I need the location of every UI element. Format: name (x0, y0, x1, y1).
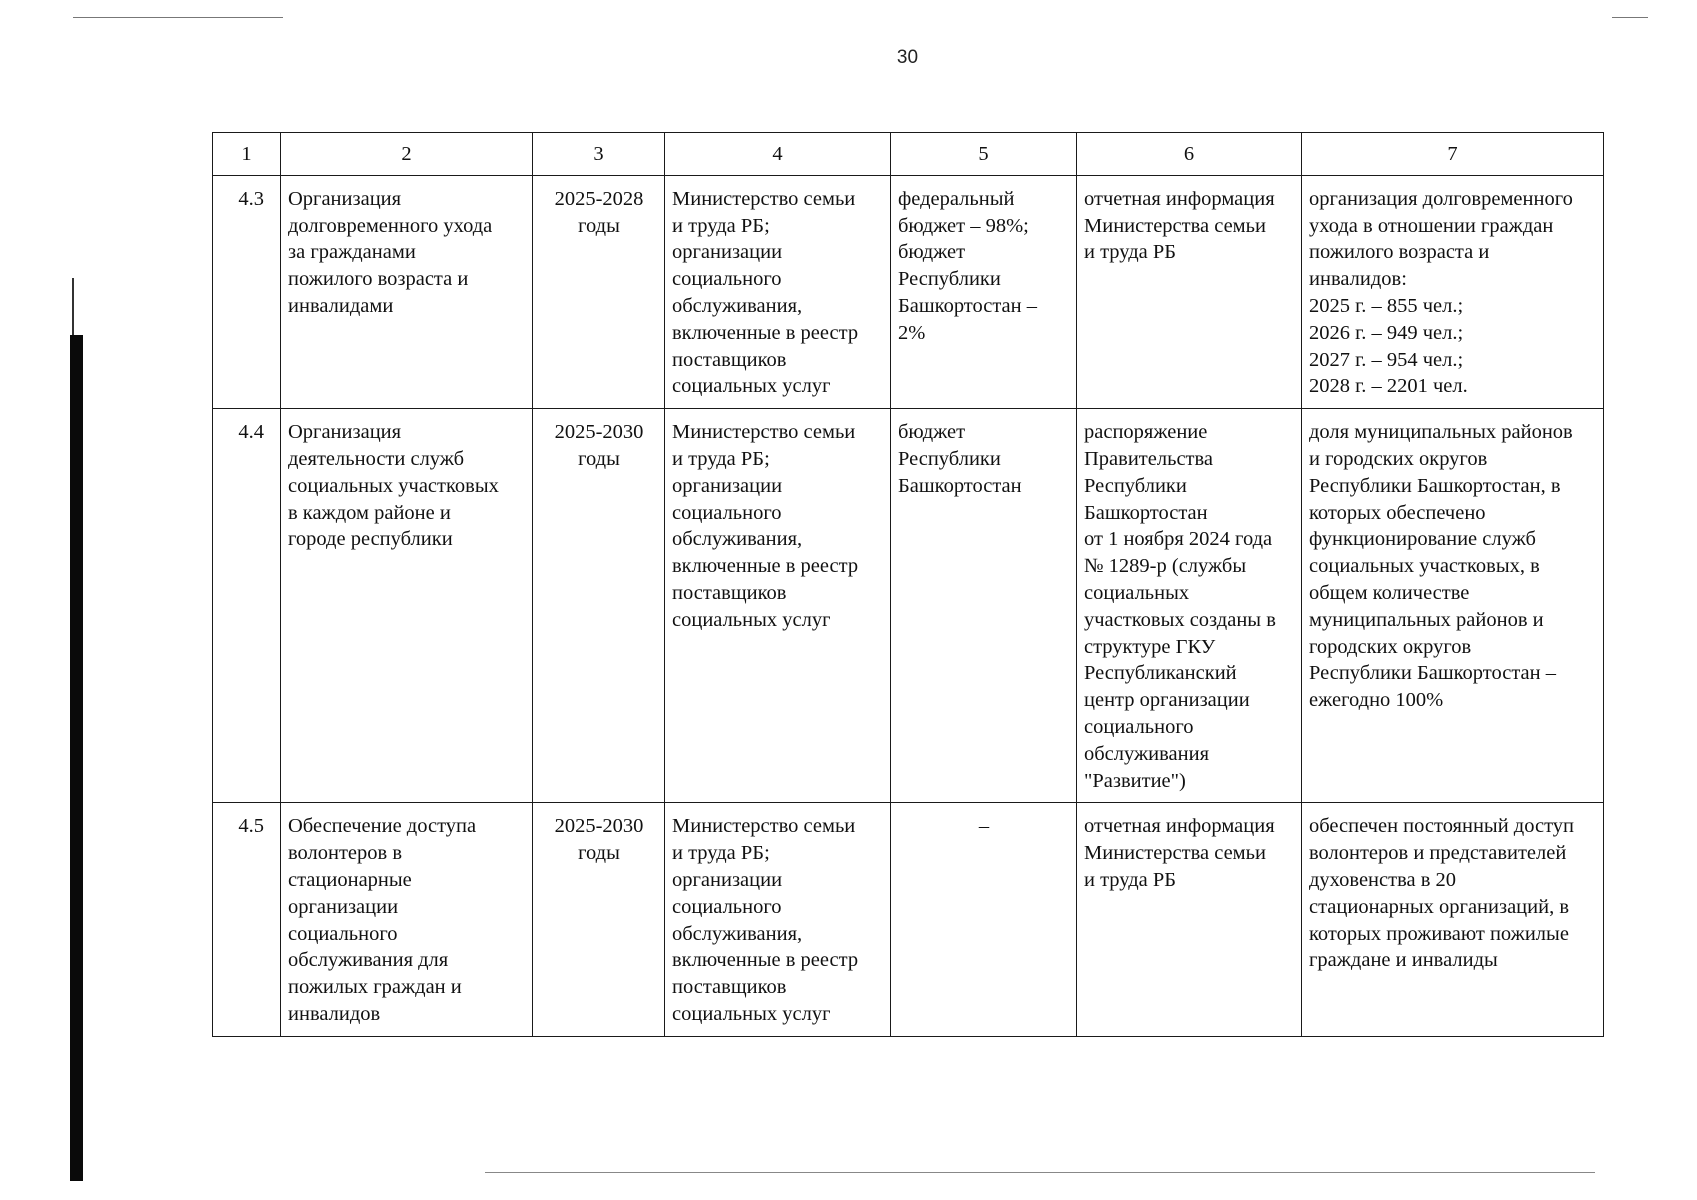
cell-executors (665, 803, 891, 1036)
cell-text-line: социальных услуг (672, 375, 831, 398)
cell-text-line: социальных участковых (288, 474, 499, 497)
cell-text-line: долговременного ухода (288, 214, 493, 237)
cell-text-line: включенные в реестр (672, 949, 859, 972)
cell-text-line: социального (672, 895, 782, 918)
table-row (213, 409, 1604, 803)
cell-text-line: Республики (1084, 474, 1187, 497)
cell-text-line: деятельности служб (288, 447, 465, 470)
cell-text-line: пожилого возраста и (288, 268, 469, 291)
cell-text-line: № 1289-р (службы (1084, 555, 1247, 578)
cell-text-line: поставщиков (672, 976, 787, 999)
cell-text-line: Башкортостан – (898, 294, 1038, 317)
cell-event (281, 409, 533, 803)
cell-text-line: в каждом районе и (288, 501, 451, 524)
cell-text-line: Башкортостан (1084, 501, 1208, 524)
cell-text-line: обслуживания, (672, 528, 803, 551)
table-row (213, 803, 1604, 1036)
cell-text-line: социального (1084, 715, 1194, 738)
cell-text-line: ухода в отношении граждан (1309, 214, 1554, 237)
cell-text-line: 2025-2030 (554, 815, 644, 838)
cell-executors (665, 409, 891, 803)
cell-text-line: поставщиков (672, 581, 787, 604)
cell-text-line: годы (578, 447, 620, 470)
cell-text-line: организации (672, 474, 783, 497)
cell-text-line: федеральный (898, 187, 1015, 210)
page-number: 30 (896, 47, 919, 68)
cell-text-line: инвалидами (288, 294, 394, 317)
cell-text-line: и труда РБ; (672, 214, 770, 237)
cell-text-line: 2% (898, 321, 926, 344)
cell-text-line: 2025-2030 (554, 421, 644, 444)
cell-text-line: и труда РБ (1084, 241, 1177, 264)
program-table-container (212, 132, 1604, 1037)
cell-text-line: участковых созданы в (1084, 608, 1276, 631)
cell-text-line: "Развитие") (1084, 769, 1186, 792)
cell-funding-source (891, 803, 1077, 1036)
cell-text-line: Республики (898, 268, 1001, 291)
cell-text-line: бюджет – 98%; (898, 214, 1029, 237)
cell-text-line: и городских округов (1309, 447, 1488, 470)
cell-text-line: 2028 г. – 2201 чел. (1309, 375, 1468, 398)
cell-text-line: Республики Башкортостан, в (1309, 474, 1561, 497)
cell-text-line: Башкортостан (898, 474, 1022, 497)
cell-event (281, 803, 533, 1036)
cell-text-line: граждане и инвалиды (1309, 949, 1498, 972)
cell-text-line: – (978, 815, 990, 838)
scan-edge-line (1612, 17, 1648, 18)
cell-text-line: обеспечен постоянный доступ (1309, 815, 1574, 838)
cell-text-line: Республиканский (1084, 662, 1237, 685)
cell-text-line: обслуживания, (672, 922, 803, 945)
cell-report-form (1077, 409, 1302, 803)
cell-text-line: центр организации (1084, 689, 1250, 712)
cell-text-line: муниципальных районов и (1309, 608, 1544, 631)
cell-text-line: Министерство семьи (672, 815, 856, 838)
cell-text-line: годы (578, 214, 620, 237)
header-row (213, 133, 1604, 176)
cell-text-line: 2025 г. – 855 чел.; (1309, 294, 1464, 317)
cell-term (533, 175, 665, 408)
cell-executors (665, 175, 891, 408)
cell-text-line: отчетная информация (1084, 187, 1275, 210)
scan-edge-line (73, 17, 283, 18)
cell-text-line: обслуживания для (288, 949, 449, 972)
cell-text-line: инвалидов (288, 1002, 381, 1025)
cell-expected-result (1302, 803, 1604, 1036)
cell-text-line: стационарные (288, 868, 412, 891)
column-header: 1 (213, 133, 281, 176)
cell-text-line: Республики Башкортостан – (1309, 662, 1556, 685)
cell-text-line: доля муниципальных районов (1309, 421, 1573, 444)
cell-text-line: социального (672, 268, 782, 291)
cell-funding-source (891, 175, 1077, 408)
cell-expected-result (1302, 175, 1604, 408)
cell-text-line: духовенства в 20 (1309, 868, 1457, 891)
cell-text-line: ежегодно 100% (1309, 689, 1444, 712)
cell-text-line: 2026 г. – 949 чел.; (1309, 321, 1464, 344)
cell-text-line: Обеспечение доступа (288, 815, 477, 838)
cell-text-line: обслуживания, (672, 294, 803, 317)
cell-text-line: социальных услуг (672, 608, 831, 631)
column-header: 3 (533, 133, 665, 176)
scan-edge-line (72, 278, 74, 338)
cell-event (281, 175, 533, 408)
cell-text-line: социального (288, 922, 398, 945)
column-header: 2 (281, 133, 533, 176)
cell-funding-source (891, 409, 1077, 803)
cell-text-line: волонтеров в (288, 842, 403, 865)
table-row (213, 175, 1604, 408)
cell-text-line: волонтеров и представителей (1309, 842, 1567, 865)
cell-text-line: социальных участковых, в (1309, 555, 1540, 578)
cell-text-line: обслуживания (1084, 742, 1210, 765)
cell-expected-result (1302, 409, 1604, 803)
cell-text-line: организации (672, 868, 783, 891)
cell-text-line: бюджет (898, 241, 966, 264)
cell-text-line: Правительства (1084, 447, 1214, 470)
cell-text-line: Министерство семьи (672, 421, 856, 444)
cell-report-form (1077, 803, 1302, 1036)
cell-text-line: поставщиков (672, 348, 787, 371)
cell-text-line: годы (578, 842, 620, 865)
cell-text-line: за гражданами (288, 241, 416, 264)
cell-text-line: функционирование служб (1309, 528, 1536, 551)
cell-text-line: организации (672, 241, 783, 264)
cell-text-line: социальных (1084, 581, 1190, 604)
cell-text-line: Организация (288, 421, 402, 444)
cell-text-line: которых проживают пожилые (1309, 922, 1569, 945)
cell-number: 4.4 (213, 409, 281, 803)
cell-text-line: распоряжение (1084, 421, 1208, 444)
cell-text-line: организации (288, 895, 399, 918)
cell-text-line: и труда РБ; (672, 842, 770, 865)
cell-text-line: инвалидов: (1309, 268, 1407, 291)
column-header: 5 (891, 133, 1077, 176)
column-header: 4 (665, 133, 891, 176)
cell-report-form (1077, 175, 1302, 408)
cell-text-line: бюджет (898, 421, 966, 444)
cell-text-line: Министерства семьи (1084, 214, 1266, 237)
cell-text-line: отчетная информация (1084, 815, 1275, 838)
cell-text-line: социального (672, 501, 782, 524)
cell-term (533, 409, 665, 803)
cell-text-line: 2025-2028 (554, 187, 644, 210)
cell-term (533, 803, 665, 1036)
cell-text-line: социальных услуг (672, 1002, 831, 1025)
scan-edge-line (485, 1172, 1595, 1173)
cell-text-line: и труда РБ; (672, 447, 770, 470)
cell-text-line: городе республики (288, 528, 453, 551)
cell-text-line: включенные в реестр (672, 555, 859, 578)
column-header: 7 (1302, 133, 1604, 176)
scan-binding-bar (70, 335, 83, 1181)
cell-text-line: общем количестве (1309, 581, 1470, 604)
cell-text-line: городских округов (1309, 635, 1472, 658)
cell-text-line: Министерства семьи (1084, 842, 1266, 865)
cell-text-line: которых обеспечено (1309, 501, 1486, 524)
cell-text-line: Министерство семьи (672, 187, 856, 210)
cell-text-line: пожилых граждан и (288, 976, 462, 999)
cell-text-line: включенные в реестр (672, 321, 859, 344)
cell-text-line: стационарных организаций, в (1309, 895, 1570, 918)
cell-number: 4.5 (213, 803, 281, 1036)
cell-text-line: 2027 г. – 954 чел.; (1309, 348, 1464, 371)
cell-text-line: пожилого возраста и (1309, 241, 1490, 264)
cell-number: 4.3 (213, 175, 281, 408)
cell-text-line: структуре ГКУ (1084, 635, 1216, 658)
cell-text-line: от 1 ноября 2024 года (1084, 528, 1273, 551)
cell-text-line: Республики (898, 447, 1001, 470)
cell-text-line: и труда РБ (1084, 868, 1177, 891)
cell-text-line: организация долговременного (1309, 187, 1573, 210)
column-header: 6 (1077, 133, 1302, 176)
program-table (212, 132, 1604, 1037)
cell-text-line: Организация (288, 187, 402, 210)
